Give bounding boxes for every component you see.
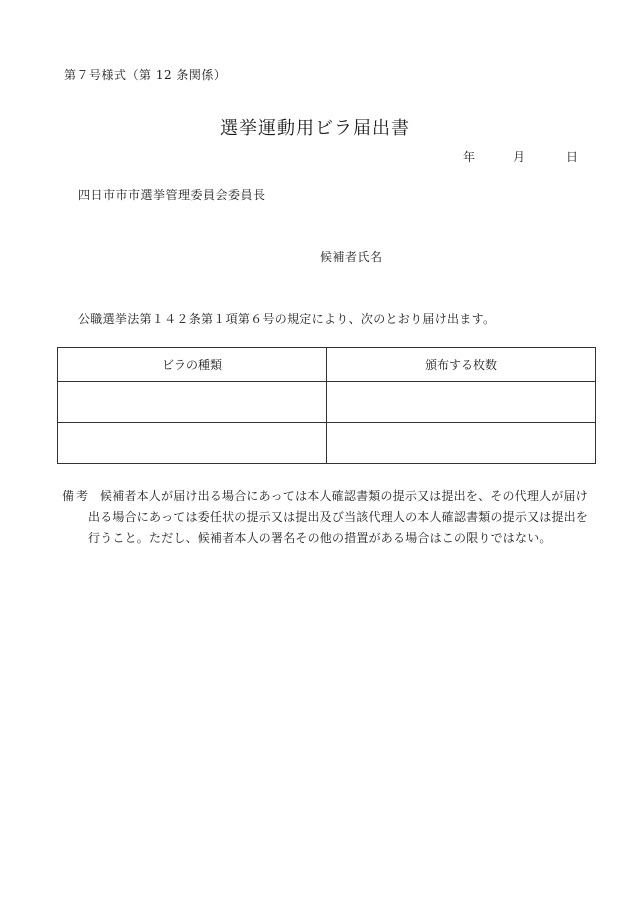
cell-distribution-count[interactable] xyxy=(327,382,596,423)
table-row xyxy=(58,423,596,464)
cell-flyer-type[interactable] xyxy=(58,382,327,423)
cell-distribution-count[interactable] xyxy=(327,423,596,464)
remarks xyxy=(62,486,596,549)
document-title: 選挙運動用ビラ届出書 xyxy=(220,118,410,139)
date-month-label: 月 xyxy=(513,150,526,164)
header-flyer-type: ビラの種類 xyxy=(58,348,327,382)
remarks-label: 備考 xyxy=(62,489,91,503)
cell-flyer-type[interactable] xyxy=(58,423,327,464)
candidate-name-label: 候補者氏名 xyxy=(320,250,383,264)
addressee: 四日市市市選挙管理委員会委員長 xyxy=(78,188,266,202)
flyer-table xyxy=(57,347,596,464)
date-year-label: 年 xyxy=(463,150,476,164)
form-number: 第７号様式（第 12 条関係） xyxy=(64,68,227,82)
date-day-label: 日 xyxy=(566,150,579,164)
header-distribution-count: 頒布する枚数 xyxy=(327,348,596,382)
table-header-row xyxy=(58,348,596,382)
remarks-text: 候補者本人が届け出る場合にあっては本人確認書類の提示又は提出を、その代理人が届け出る場合にあっては委任状の提示又は提出及び当該代理人の本人確認書類の提示又は提出を行うこと。ただし、候補者本人の署名その他の措置がある場合はこの限りではない。 xyxy=(88,489,589,545)
table-row xyxy=(58,382,596,423)
statement: 公職選挙法第１４２条第１項第６号の規定により、次のとおり届け出ます。 xyxy=(78,312,496,326)
